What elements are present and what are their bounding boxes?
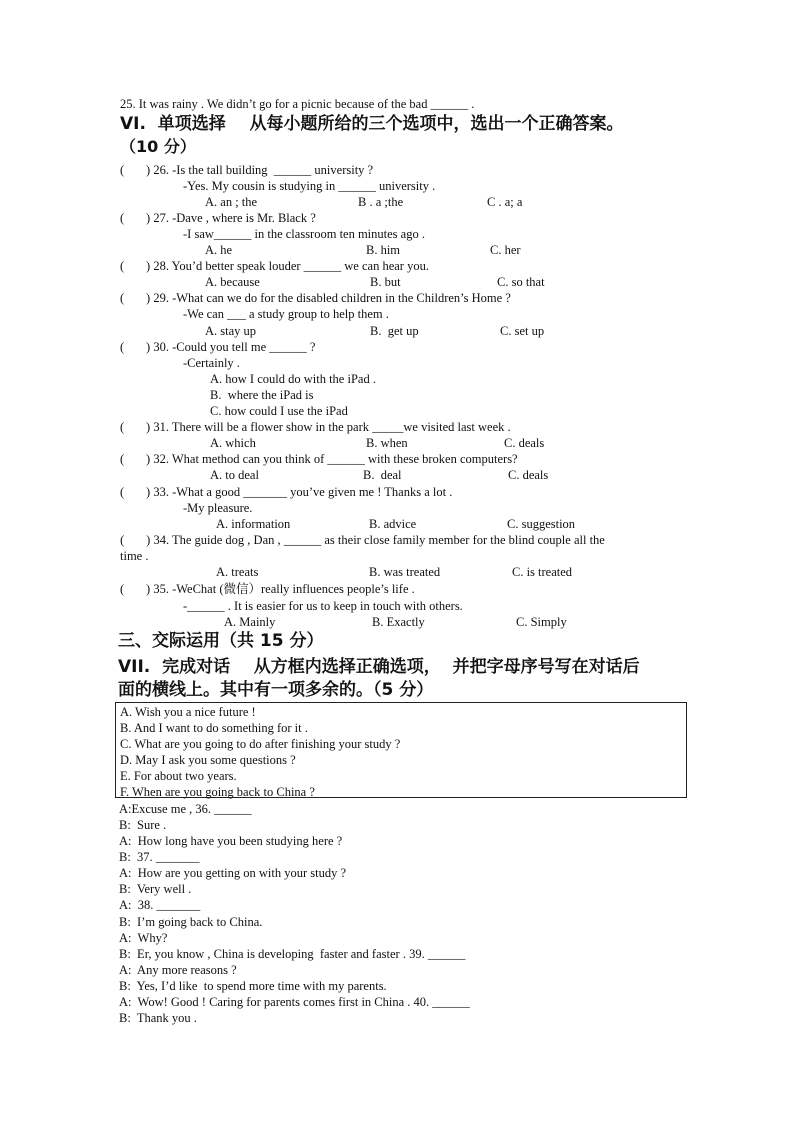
box-option-a: A. Wish you a nice future ! <box>120 705 256 719</box>
q31-option-b: B. when <box>366 436 408 450</box>
q27-option-b: B. him <box>366 243 401 257</box>
dialogue-line: A: Any more reasons ? <box>119 963 237 977</box>
section-7-title: VII. 完成对话 从方框内选择正确选项， 并把字母序号写在对话后 <box>118 657 640 677</box>
q31-option-c: C. deals <box>504 436 545 450</box>
q32-option-c: C. deals <box>508 468 549 482</box>
q30-option-a: A. how I could do with the iPad . <box>210 372 376 386</box>
section-7-heading-line2 <box>118 679 433 701</box>
section-6-heading <box>120 113 623 135</box>
section-6-points-text: （10 分） <box>120 137 196 156</box>
dialogue-line: B: 37. _______ <box>119 850 200 864</box>
dialogue-line: B: Yes, I’d like to spend more time with my parents. <box>119 979 387 993</box>
section-7-instruction: 面的横线上。其中有一项多余的。（5 分） <box>118 680 434 700</box>
q35-option-b: B. Exactly <box>372 615 425 629</box>
question-28: ( ) 28. You’d better speak louder ______ we can hear you. <box>120 259 429 273</box>
box-option-b: B. And I want to do something for it . <box>120 721 308 735</box>
q26-option-b: B . a ;the <box>358 195 404 209</box>
dialogue-line: B: Sure . <box>119 818 167 832</box>
question-35: ( ) 35. -WeChat (微信）really influences people’s life . <box>120 582 415 596</box>
q30-option-c: C. how could I use the iPad <box>210 404 348 418</box>
q35-option-a: A. Mainly <box>224 615 276 629</box>
q32-option-a: A. to deal <box>210 468 259 482</box>
q29-option-b: B. get up <box>370 324 419 338</box>
dialogue-line: A: Why? <box>119 931 168 945</box>
question-29: ( ) 29. -What can we do for the disabled children in the Children’s Home ? <box>120 291 511 305</box>
box-option-f: F. When are you going back to China ? <box>120 785 315 799</box>
q34-option-c: C. is treated <box>512 565 573 579</box>
question-25: 25. It was rainy . We didn’t go for a picnic because of the bad ______ . <box>120 97 475 111</box>
dialogue-line: A:Excuse me , 36. ______ <box>119 802 252 816</box>
question-32: ( ) 32. What method can you think of ______ with these broken computers? <box>120 452 518 466</box>
q31-option-a: A. which <box>210 436 256 450</box>
q34-option-a: A. treats <box>216 565 259 579</box>
part-3-title: 三、交际运用（共 15 分） <box>118 631 324 651</box>
q28-option-c: C. so that <box>497 275 545 289</box>
question-34-line2: time . <box>120 549 149 563</box>
dialogue-line: A: How long have you been studying here ? <box>119 834 343 848</box>
q26-option-a: A. an ; the <box>205 195 258 209</box>
box-option-d: D. May I ask you some questions ? <box>120 753 296 767</box>
dialogue-line: A: Wow! Good ! Caring for parents comes first in China . 40. ______ <box>119 995 470 1009</box>
question-29-line2: -We can ___ a study group to help them . <box>183 307 389 321</box>
q33-option-c: C. suggestion <box>507 517 576 531</box>
dialogue-line: B: Thank you . <box>119 1011 197 1025</box>
options-box <box>115 702 687 798</box>
section-6-title: VI. 单项选择 从每小题所给的三个选项中，选出一个正确答案。 <box>120 114 624 134</box>
q29-option-c: C. set up <box>500 324 545 338</box>
box-option-c: C. What are you going to do after finishing your study ? <box>120 737 401 751</box>
dialogue-line: A: How are you getting on with your study ? <box>119 866 347 880</box>
dialogue-line: B: Er, you know , China is developing faster and faster . 39. ______ <box>119 947 466 961</box>
q33-option-b: B. advice <box>369 517 417 531</box>
q28-option-b: B. but <box>370 275 401 289</box>
q29-option-a: A. stay up <box>205 324 257 338</box>
q27-option-a: A. he <box>205 243 233 257</box>
section-7-heading-line1 <box>118 656 640 678</box>
part-3-heading <box>118 630 324 652</box>
question-34: ( ) 34. The guide dog , Dan , ______ as their close family member for the blind couple all the <box>117 533 605 547</box>
question-33: ( ) 33. -What a good _______ you’ve given me ! Thanks a lot . <box>120 485 453 499</box>
q28-option-a: A. because <box>205 275 260 289</box>
q33-option-a: A. information <box>216 517 291 531</box>
question-30-line2: -Certainly . <box>183 356 240 370</box>
question-31: ( ) 31. There will be a flower show in the park _____we visited last week . <box>120 420 511 434</box>
question-27-line2: -I saw______ in the classroom ten minutes ago . <box>183 227 425 241</box>
q35-option-c: C. Simply <box>516 615 567 629</box>
box-option-e: E. For about two years. <box>120 769 237 783</box>
question-33-line2: -My pleasure. <box>183 501 253 515</box>
question-27: ( ) 27. -Dave , where is Mr. Black ? <box>120 211 316 225</box>
section-6-points <box>120 136 196 158</box>
q30-option-b: B. where the iPad is <box>210 388 314 402</box>
question-26-line2: -Yes. My cousin is studying in ______ university . <box>183 179 436 193</box>
dialogue-line: B: I’m going back to China. <box>119 915 263 929</box>
q26-option-c: C . a; a <box>487 195 523 209</box>
question-26: ( ) 26. -Is the tall building ______ university ? <box>120 163 374 177</box>
dialogue-line: B: Very well . <box>119 882 192 896</box>
q27-option-c: C. her <box>490 243 521 257</box>
question-35-line2: -______ . It is easier for us to keep in touch with others. <box>183 599 463 613</box>
q32-option-b: B. deal <box>363 468 402 482</box>
question-30: ( ) 30. -Could you tell me ______ ? <box>120 340 316 354</box>
dialogue-line: A: 38. _______ <box>119 898 201 912</box>
q34-option-b: B. was treated <box>369 565 441 579</box>
